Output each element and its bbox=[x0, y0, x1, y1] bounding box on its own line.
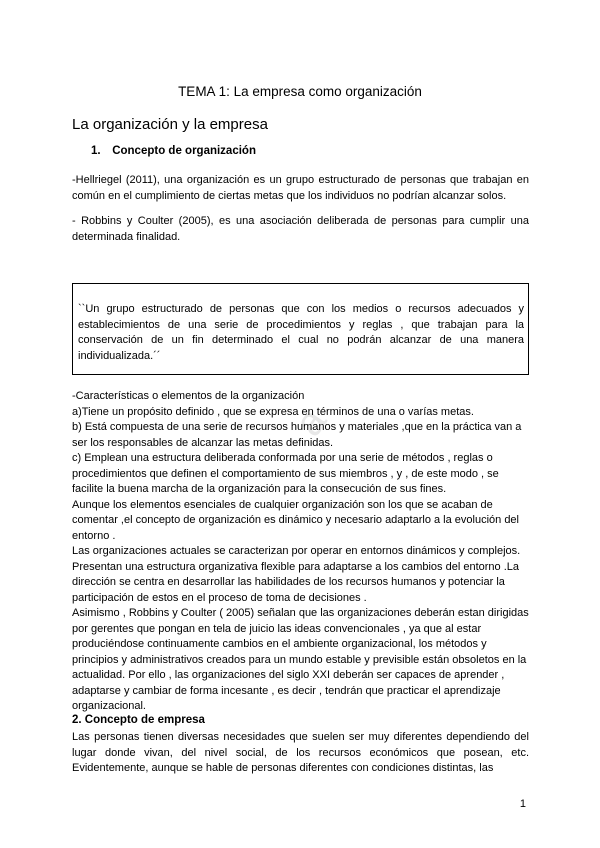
section-subtitle: La organización y la empresa bbox=[72, 116, 268, 133]
paragraph-hellriegel: -Hellriegel (2011), una organización es un grupo estructurado de personas que trabajan en común en el cumplimiento de ciertas metas que los individuos no podrían alcanzar solos. bbox=[72, 174, 529, 202]
line-a: a)Tiene un propósito definido , que se expresa en términos de una o varías metas. bbox=[72, 405, 474, 418]
watermark: a bbox=[286, 400, 336, 444]
heading-number: 1. bbox=[91, 145, 101, 157]
document-title: TEMA 1: La empresa como organización bbox=[178, 84, 422, 99]
paragraph-personas: Las personas tienen diversas necesidades que suelen ser muy diferentes dependiendo del lugar donde vivan, del nivel social, de los recursos económicos que posean, etc. Evidentemente, aunque se hable de personas diferentes con condiciones distintas, las bbox=[72, 731, 529, 774]
line-asimismo: Asimismo , Robbins y Coulter ( 2005) señalan que las organizaciones deberán estan dirigidas por gerentes que pongan en tela de juicio las ideas convencionales , ya que al estar produciéndose continuamente cambios en el ambiente organizacional, los métodos y principios y administrativos creados para un mundo estable y previsible están obsoletos en la actualidad. Por ello , las organizaciones del siglo XXI deberán ser capaces de aprender , adaptarse y cambiar de forma incesante , es decir , tendrán que practicar el aprendizaje organizacional. bbox=[72, 607, 529, 712]
line-characteristics-heading: -Características o elementos de la organización bbox=[72, 390, 305, 402]
paragraph-robbins: - Robbins y Coulter (2005), es una asociación deliberada de personas para cumplir una determinada finalidad. bbox=[72, 215, 529, 243]
line-c: c) Emplean una estructura deliberada conformada por una serie de métodos , reglas o procedimientos que definen el comportamiento de sus miembros , y , de este modo , se facilite la buena marcha de la organización para la consecución de sus fines. bbox=[72, 452, 499, 495]
heading-concepto-empresa: 2. Concepto de empresa bbox=[72, 714, 205, 726]
characteristics-block bbox=[72, 389, 532, 715]
page-number: 1 bbox=[519, 798, 526, 810]
line-b: b) Está compuesta de una serie de recursos humanos y materiales ,que en la práctica van a ser los responsables de alcanzar las metas definidas. bbox=[72, 421, 522, 449]
line-organizaciones-actuales: Las organizaciones actuales se caracterizan por operar en entornos dinámicos y complejos. Presentan una estructura organizativa flexible para adaptarse a los cambios del entorno .La dirección se centra en desarrollar las habilidades de los recursos humanos y potenciar la participación de estos en el proceso de toma de decisiones . bbox=[72, 545, 521, 604]
quote-box bbox=[72, 283, 529, 375]
line-aunque: Aunque los elementos esenciales de cualquier organización son los que se acaban de comentar ,el concepto de organización es dinámico y necesario adaptarlo a la evolución del entorno . bbox=[72, 498, 519, 542]
heading-text: Concepto de organización bbox=[112, 145, 256, 157]
quote-text: ``Un grupo estructurado de personas que con los medios o recursos adecuados y establecimientos de una serie de procedimientos y reglas , que trabajan para la conservación de un fin determinado el cual no podrán alcanzar de una manera individualizada.´´ bbox=[78, 303, 524, 362]
heading-concepto-organizacion bbox=[91, 145, 256, 157]
